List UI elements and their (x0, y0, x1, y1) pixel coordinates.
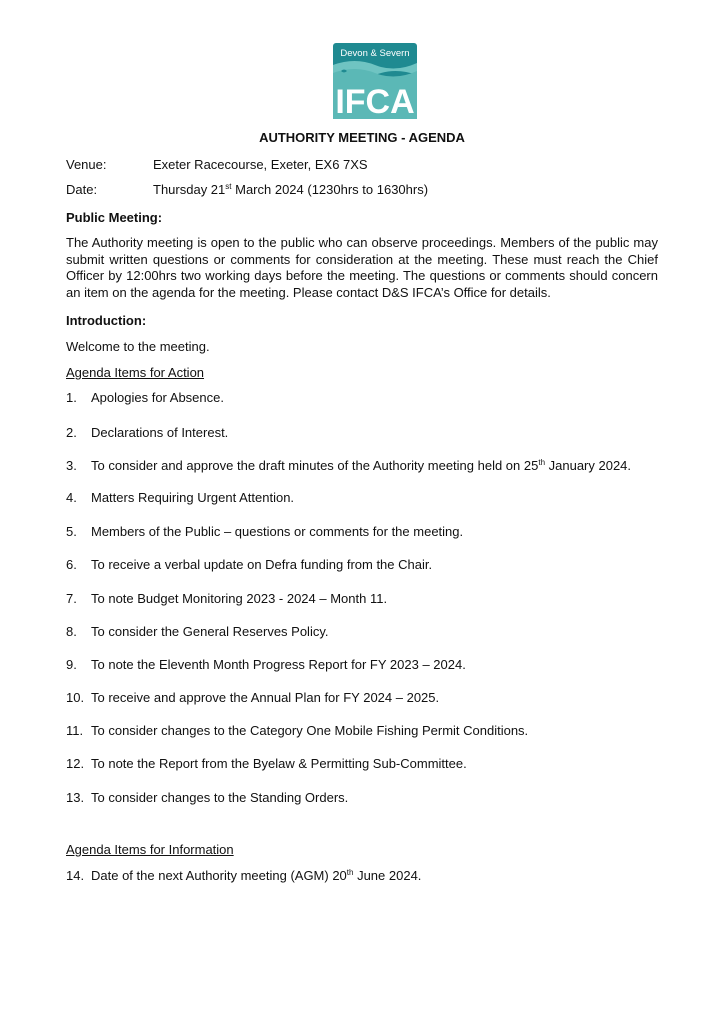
agenda-page: Devon & Severn IFCA AUTHORITY MEETING - AGENDA Venue: Exeter Racecourse, Exeter, EX6 7XS Date: Thursday 21st March 2024 (1230hrs to 1630hrs) Public Meeting: The Authority meeting is open to the public who can observe proceedings. Members of the public may submit written questions or comments for consideration at the meeting. These must reach the Chief Officer by 12:00hrs two working days before the meeting. The questions or comments should concern an item on the agenda for the meeting. Please contact D&S IFCA’s Office for details. Introduction: Welcome to the meeting. Agenda Items for Action 1. Apologies for Absence. 2. Declarations of Interest. 3. To consider and approve the draft minutes of the Authority meeting held on 25th January 2024. 4. Matters Requiring Urgent Attention. 5. Members of the Public – questions or comments for the meeting. 6. To receive a verbal update on Defra funding from the Chair. 7. To note Budget Monitoring 2023 - 2024 – Month 11. 8. To consider the General Reserves Policy. 9. To note the Eleventh Month Progress Report for FY 2023 – 2024. 10. To receive and approve the Annual Plan for FY 2024 – 2025. 11. To consider changes to the Category One Mobile Fishing Permit Conditions. 12. To note the Report from the Byelaw & Permitting Sub-Committee. 13. To consider changes to the Standing Orders. Agenda Items for Information 14. Date of the next Authority meeting (AGM) 20th June 2024. (0, 0, 724, 1024)
ifca-logo-graphic (333, 43, 417, 119)
information-items-heading: Agenda Items for Information (66, 842, 234, 857)
page-title: AUTHORITY MEETING - AGENDA (259, 130, 465, 145)
date-label: Date: (66, 182, 98, 197)
logo-top-text: Devon & Severn (340, 48, 410, 59)
ifca-logo (333, 43, 417, 119)
introduction-text: Welcome to the meeting. (66, 339, 210, 354)
action-items-heading: Agenda Items for Action (66, 365, 205, 380)
public-meeting-text: The Authority meeting is open to the public who can observe proceedings. Members of the public may submit written questions or comments for consideration at the meeting. These must reach the Chief Officer by 12:00hrs two working days before the meeting. The questions or comments should concern an item on the agenda for the meeting. Please contact D&S IFCA’s Office for details. (66, 235, 658, 300)
logo-main-text: IFCA (335, 83, 415, 119)
venue-label: Venue: (66, 157, 107, 172)
public-meeting-heading: Public Meeting: (66, 210, 163, 225)
date-value: Thursday 21st March 2024 (1230hrs to 1630hrs) (153, 182, 429, 197)
venue-value: Exeter Racecourse, Exeter, EX6 7XS (153, 157, 368, 172)
introduction-heading: Introduction: (66, 313, 147, 328)
